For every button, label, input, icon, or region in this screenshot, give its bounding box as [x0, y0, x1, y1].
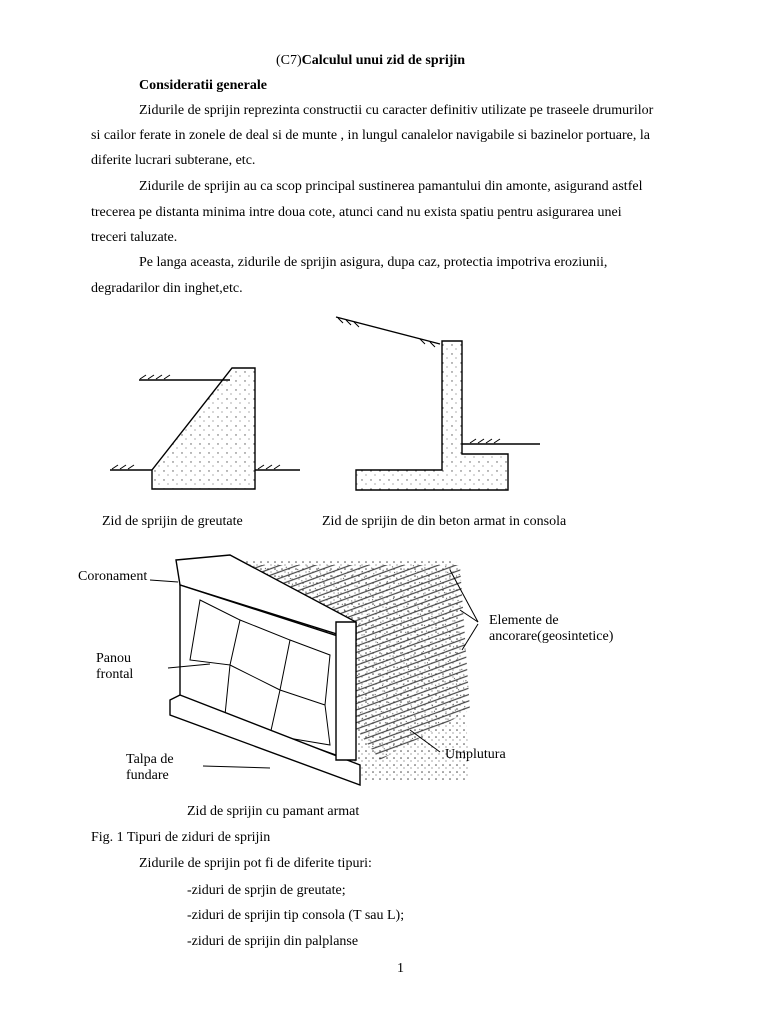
label-fundare: fundare [126, 768, 169, 783]
figure-caption-gravity: Zid de sprijin de greutate [102, 514, 243, 529]
label-umplutura: Umplutura [445, 747, 506, 762]
paragraph-line: Zidurile de sprijin reprezinta constructii cu caracter definitiv utilizate pe traseele drumurilor [139, 103, 654, 118]
paragraph-line: si cailor ferate in zonele de deal si de munte , in lungul canalelor navigabile si bazinelor portuare, la [91, 128, 651, 143]
page-number: 1 [397, 961, 404, 976]
label-ancorare: ancorare(geosintetice) [489, 629, 614, 644]
reinforced-earth-diagram [150, 555, 478, 785]
cantilever-wall-diagram [336, 317, 540, 490]
fig-caption: Fig. 1 Tipuri de ziduri de sprijin [91, 830, 271, 845]
paragraph-line: Zidurile de sprijin au ca scop principal sustinerea pamantului din amonte, asigurand astfel [139, 179, 643, 194]
paragraph-line: Pe langa aceasta, zidurile de sprijin asigura, dupa caz, protectia impotriva eroziunii, [139, 255, 608, 270]
title-prefix: (C7) [276, 53, 302, 68]
figure-caption-reinforced: Zid de sprijin cu pamant armat [187, 804, 360, 819]
type-item: -ziduri de sprijin din palplanse [187, 934, 359, 949]
label-panou: Panou [96, 651, 131, 666]
label-frontal: frontal [96, 667, 134, 682]
label-coronament: Coronament [78, 569, 148, 584]
paragraph-line: trecerea pe distanta minima intre doua cote, atunci cand nu exista spatiu pentru asigurarea unei [91, 205, 622, 220]
label-talpa: Talpa de [126, 752, 174, 767]
type-item: -ziduri de sprijin tip consola (T sau L); [187, 908, 405, 923]
gravity-wall-diagram [110, 368, 300, 489]
label-elemente: Elemente de [489, 613, 559, 628]
section-heading: Consideratii generale [139, 78, 267, 93]
paragraph-line: degradarilor din inghet,etc. [91, 281, 243, 296]
paragraph-line: diferite lucrari subterane, etc. [91, 153, 256, 168]
types-intro: Zidurile de sprijin pot fi de diferite tipuri: [139, 856, 372, 871]
title-main: Calculul unui zid de sprijin [301, 53, 466, 68]
figure-caption-cantilever: Zid de sprijin de din beton armat in consola [322, 514, 567, 529]
paragraph-line: treceri taluzate. [91, 230, 178, 245]
type-item: -ziduri de sprjin de greutate; [187, 883, 346, 898]
